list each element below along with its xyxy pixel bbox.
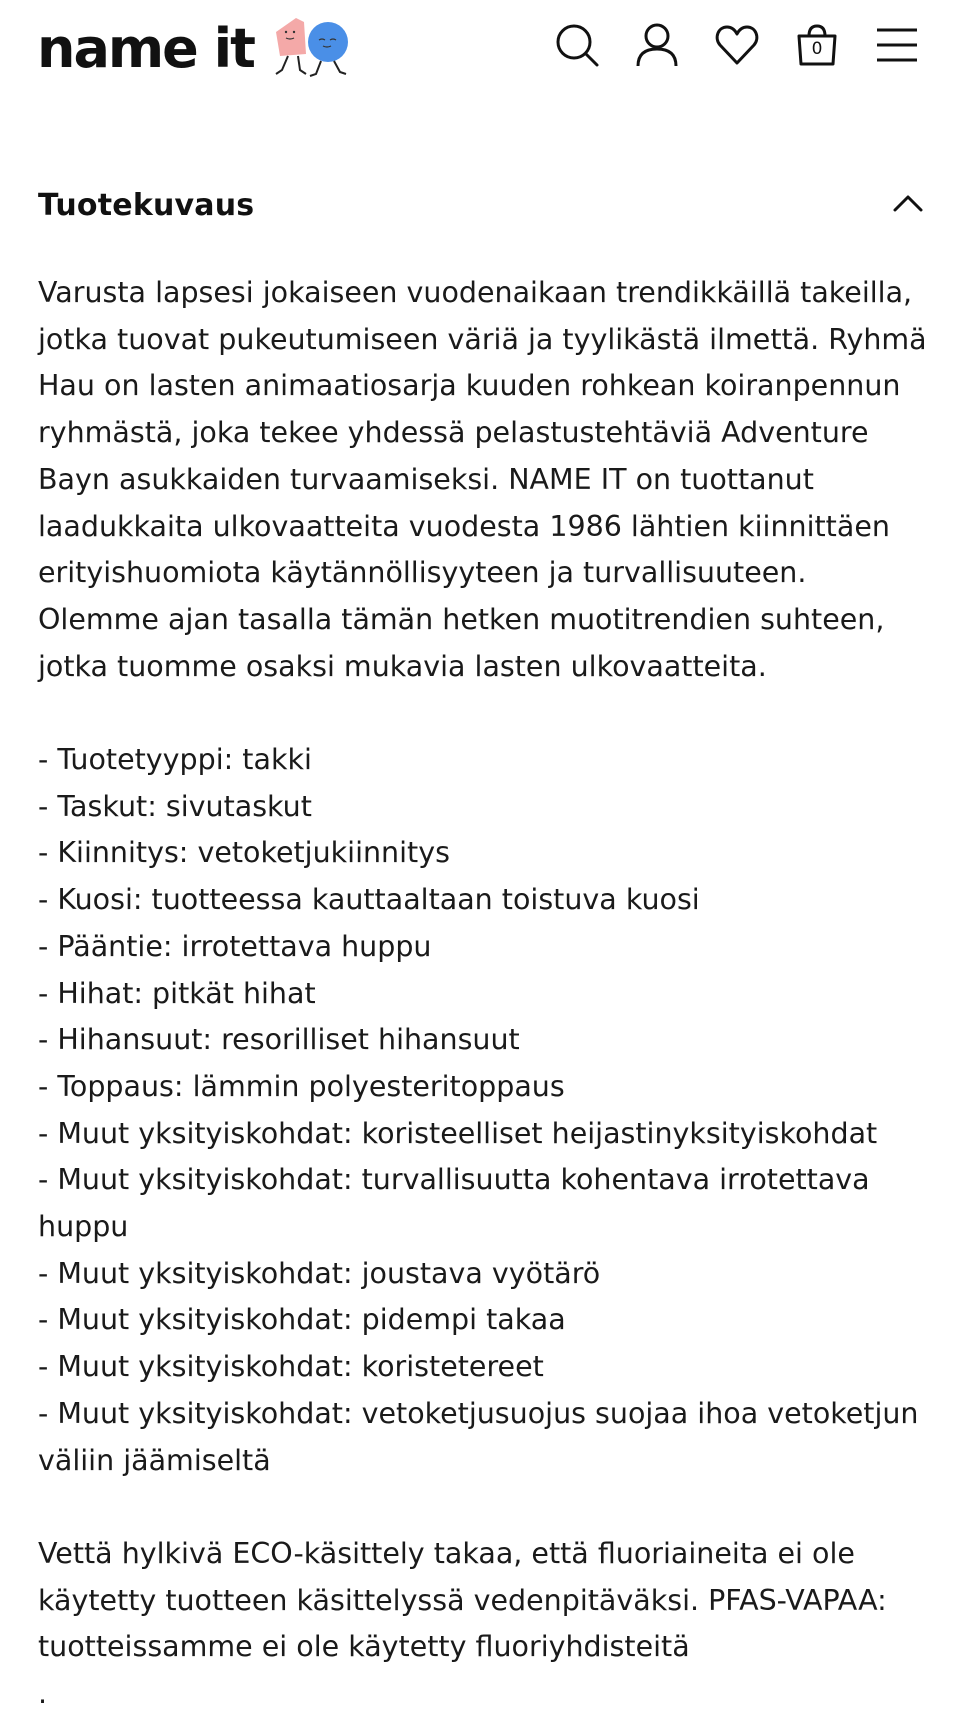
wishlist-button[interactable] bbox=[714, 22, 760, 68]
list-item: - Kiinnitys: vetoketjukiinnitys bbox=[38, 836, 450, 870]
list-item: - Kuosi: tuotteessa kauttaaltaan toistuva kuosi bbox=[38, 883, 700, 917]
list-item: - Muut yksityiskohdat: vetoketjusuojus suojaa ihoa vetoketjun väliin jäämiseltä bbox=[38, 1396, 919, 1477]
feature-list bbox=[38, 737, 928, 1484]
search-icon bbox=[554, 22, 600, 68]
chevron-up-icon[interactable] bbox=[892, 192, 924, 218]
bag-count-badge: 0 bbox=[811, 39, 823, 59]
list-item: - Hihat: pitkät hihat bbox=[38, 976, 316, 1010]
menu-button[interactable] bbox=[874, 22, 920, 68]
list-item: - Pääntie: irrotettava huppu bbox=[38, 929, 432, 963]
list-item: - Muut yksityiskohdat: turvallisuutta kohentava irrotettava huppu bbox=[38, 1163, 870, 1244]
product-description-accordion-toggle[interactable] bbox=[38, 180, 924, 230]
brand-logo[interactable] bbox=[37, 14, 356, 84]
list-item: - Toppaus: lämmin polyesteritoppaus bbox=[38, 1069, 565, 1103]
list-item: - Hihansuut: resorilliset hihansuut bbox=[38, 1023, 520, 1057]
logo-mascot-icon bbox=[266, 14, 356, 84]
logo-wordmark: name it bbox=[37, 17, 254, 80]
list-item: - Muut yksityiskohdat: koristetereet bbox=[38, 1350, 544, 1384]
heart-icon bbox=[714, 22, 760, 68]
list-item: - Tuotetyyppi: takki bbox=[38, 743, 312, 777]
menu-icon bbox=[874, 22, 920, 68]
site-header bbox=[0, 0, 960, 100]
description-intro: Varusta lapsesi jokaiseen vuodenaikaan trendikkäillä takeilla, jotka tuovat pukeutumiseen väriä ja tyylikästä ilmettä. Ryhmä Hau on lasten animaatiosarja kuuden rohkean koiranpennun ryhmästä, joka tekee yhdessä pelastustehtäviä Adventure Bayn asukkaiden turvaamiseksi. NAME IT on tuottanut laadukkaita ulkovaatteita vuodesta 1986 lähtien kiinnittäen erityishuomiota käytännöllisyyteen ja turvallisuuteen. Olemme ajan tasalla tämän hetken muotitrendien suhteen, jotka tuomme osaksi mukavia lasten ulkovaatteita. bbox=[38, 276, 927, 683]
search-button[interactable] bbox=[554, 22, 600, 68]
description-trailing: . bbox=[38, 1677, 48, 1711]
header-actions bbox=[554, 22, 920, 68]
list-item: - Muut yksityiskohdat: pidempi takaa bbox=[38, 1303, 566, 1337]
product-description bbox=[38, 270, 928, 1718]
bag-button[interactable] bbox=[794, 22, 840, 68]
list-item: - Muut yksityiskohdat: koristeelliset heijastinyksityiskohdat bbox=[38, 1116, 878, 1150]
accordion-title: Tuotekuvaus bbox=[38, 187, 255, 223]
account-icon bbox=[634, 22, 680, 68]
description-eco: Vettä hylkivä ECO-käsittely takaa, että fluoriaineita ei ole käytetty tuotteen käsittelyssä vedenpitäväksi. PFAS-VAPAA: tuotteissamme ei ole käytetty fluoriyhdisteitä bbox=[38, 1536, 887, 1664]
list-item: - Muut yksityiskohdat: joustava vyötärö bbox=[38, 1256, 601, 1290]
list-item: - Taskut: sivutaskut bbox=[38, 789, 312, 823]
account-button[interactable] bbox=[634, 22, 680, 68]
